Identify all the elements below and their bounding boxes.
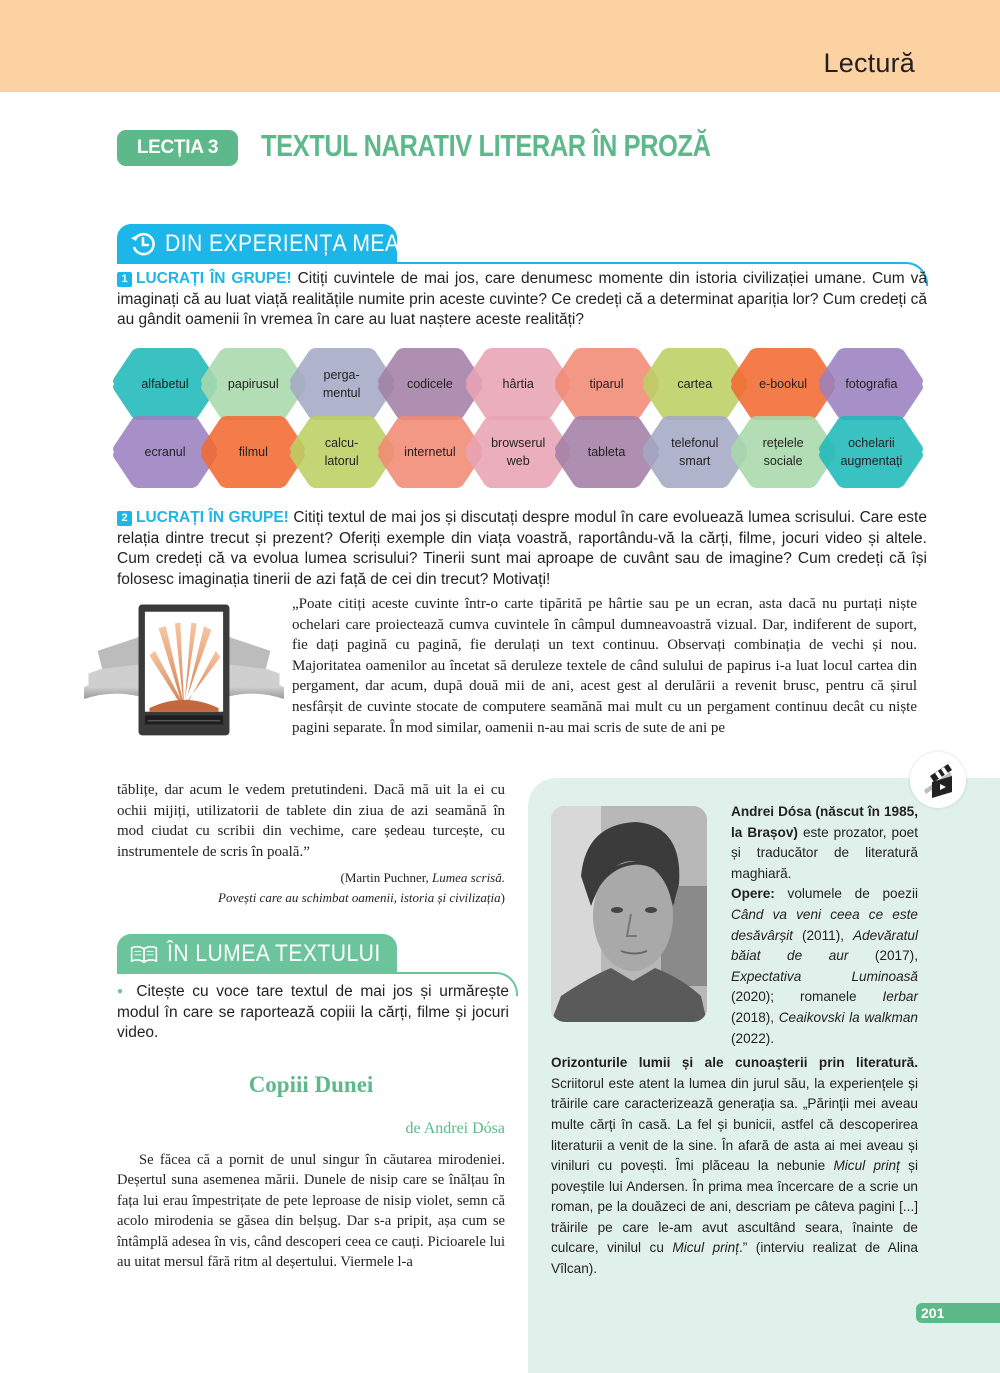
- section-title: ÎN LUMEA TEXTULUI: [167, 940, 381, 968]
- section-header-experience: [117, 224, 400, 264]
- quote-line: nu purtați niște ochelari care proiectează cumva cuvintele în câmpul dumneavoastră: [292, 596, 917, 633]
- hexagon-label: filmul: [238, 445, 268, 459]
- horizons-text: și poveștile lui Andersen. În prima mea încercare de a scrie un roman, pe la douăzeci de ani, descriam pe câteva pagini [...] trăirile pe care le-am avut ascultând seara, înainte de culcare, vinilul cu: [551, 1158, 918, 1256]
- work-year: (2011),: [792, 927, 853, 943]
- literature-horizons: [551, 1053, 918, 1280]
- story-body: Se făcea că a pornit de unul singur în căutarea mirodeniei. Deșertul suna asemenea mării. Dunele de nisip care se înălțau în fața lui erau împestrițate de pete leproase de nisip violet, semn că acolo mirodenia se găsea din belșug. Dar s-a pripit, așa cum se întâmplă adesea în vis, când descoperi ceea ce cauți. Picioarele lui au uitat mersul fără ritm al deșertului. Viermele l-a: [117, 1151, 505, 1270]
- hexagon-label: internetul: [404, 445, 456, 459]
- open-book-icon: [129, 939, 159, 969]
- hexagon-label: codicele: [406, 377, 453, 391]
- hexagon-label: papirusul: [227, 377, 279, 391]
- story-title: Copiii Dunei: [248, 1071, 374, 1097]
- quote-continuation: tăblițe, dar acum le vedem pretutindeni. Dacă mă uit la ei cu ochii mijiți, utilizatorii de tablete din ziua de azi seamănă în mod ciudat cu scribii din vechime, care ședeau turcește, cu instrumentele de scris în poală.”: [117, 782, 505, 860]
- bio-column: [551, 802, 918, 1280]
- left-column: [117, 780, 517, 1272]
- source-title: Lumea scrisă.: [432, 870, 505, 886]
- works-label: Opere:: [731, 886, 775, 902]
- quote-line: vizual. Dar, indiferent de suport, fie dați pagină cu pagină, fie derulați un text: [292, 616, 918, 654]
- horizons-text: Scriitorul este atent la lumea din jurul său, la experiențele și trăirile care caracterizează generația sa. „Părinții mei aveau multe cărți în casă. La fel și bunicii, astfel că descoperirea literaturii a venit de la sine. În afară de asta ai mei aveau și viniluri cu povești. Îmi plăceau la nebunie: [551, 1075, 918, 1174]
- horizons-heading: Orizonturile lumii și ale cunoașterii prin literatură.: [551, 1055, 918, 1071]
- bullet-icon: ●: [117, 986, 127, 998]
- hexagon-item: [816, 415, 926, 489]
- quote-line: „Poate citiți aceste cuvinte într-o carte tipărită pe hârtie sau pe un ecran, asta dacă: [292, 596, 816, 612]
- quote-source: [117, 868, 505, 908]
- hexagon-label: fotografia: [845, 377, 898, 391]
- task-keyword: LUCRAȚI ÎN GRUPE!: [136, 509, 289, 526]
- hexagon-label: cartea: [677, 377, 713, 391]
- work-title: Expectativa Luminoasă: [731, 968, 918, 984]
- hexagon-label: ochelarii augmentați: [840, 436, 903, 468]
- hexagon-label: hârtia: [502, 377, 534, 391]
- work-title: Când va veni ceea ce este desăvârșit: [731, 906, 918, 943]
- horizons-text: .” (interviu realizat de Alina Vîlcan).: [551, 1240, 918, 1277]
- history-clock-icon: [129, 229, 157, 259]
- quote-line: continuu. Observați combinația de vechi și nou. Majoritatea oamenilor au încetat: [292, 637, 917, 674]
- hexagon-label: browserul web: [491, 436, 546, 468]
- story-author: de Andrei Dósa: [405, 1119, 505, 1137]
- quote-line: că șirul nesfârșit de cuvinte stocate de computere seamănă mai mult cu un: [292, 678, 918, 715]
- hexagon-label: telefonul smart: [671, 436, 719, 468]
- bio-top: [551, 802, 918, 1049]
- task-1: [117, 269, 927, 331]
- author-bio: [731, 802, 918, 1049]
- hexagon-label: e-bookul: [759, 377, 808, 391]
- quote-line: pergament continuu decât cu niște pagini separate. În mod similar, oamenii n-au: [292, 698, 918, 736]
- hexagon-label: tableta: [587, 445, 626, 459]
- section-divider: [390, 972, 518, 996]
- work-year: (2018),: [731, 1009, 779, 1025]
- section-header-wrap: [117, 934, 519, 974]
- work-year: (2022).: [731, 1030, 775, 1046]
- task-text: Citiți textul de mai jos și discutați despre modul în care evoluează lumea scrisului. Care este relația dintre trecut și prezent? Oferiți exemple din viața voastră, raportându-vă la cărți, filme, jocuri video și altele. Cum credeți că va evolua lumea scrisului? Tinerii sunt mai aproape de cuvânt sau de imagine? Cum credeți că își folosesc imaginația tinerii de azi față de cei din trecut? Motivați!: [117, 509, 927, 588]
- task-text: Citiți cuvintele de mai jos, care denumesc momente din istoria civilizației umane. Cum vă imaginați că au luat viață realitățile numite prin aceste cuvinte? Ce credeți că a determinat apariția lor? Cum credeți că au gândit oamenii în vremea în care au luat naștere aceste realități?: [117, 270, 927, 328]
- hexagon-label: tiparul: [589, 377, 624, 391]
- source-subtitle: Povești care au schimbat oamenii, istoria și civilizația: [218, 890, 501, 906]
- section-header-text-world: [117, 934, 397, 974]
- page-number: 201: [916, 1303, 1000, 1323]
- hexagon-label: alfabetul: [141, 377, 189, 391]
- hexagon-label: ecranul: [144, 445, 186, 459]
- clapperboard-icon[interactable]: [910, 752, 966, 808]
- author-intro: este prozator, poet și traducător de literatură maghiară.: [731, 824, 918, 881]
- work-title: Ierbar: [882, 989, 918, 1005]
- task-number: 2: [117, 511, 132, 526]
- hexagon-timeline: [110, 345, 930, 495]
- work-year: (2020); romanele: [731, 989, 883, 1005]
- book-title: Micul prinț: [672, 1240, 740, 1256]
- instruction-text: Citește cu voce tare textul de mai jos și urmărește modul în care se raportează copiii la cărți, filme și jocuri video.: [117, 983, 509, 1042]
- work-title: Adevăratul băiat de aur: [731, 927, 918, 964]
- task-number: 1: [117, 272, 132, 287]
- author-name: Andrei Dósa (născut în 1985, la Brașov): [731, 804, 918, 840]
- quote-line: mai scris de sute de ani pe: [567, 719, 726, 736]
- quote-line: dar acum, după două mii de ani, acest gest al derulării a revenit brusc, pentru: [365, 678, 865, 695]
- book-title: Micul prinț: [833, 1158, 900, 1174]
- task-keyword: LUCRAȚI ÎN GRUPE!: [136, 270, 292, 287]
- hexagon-label: rețelele sociale: [762, 436, 804, 468]
- works-text: volumele de poezii: [774, 886, 918, 902]
- work-title: Ceaikovski la walkman: [778, 1009, 918, 1025]
- hexagon-item: [816, 347, 926, 421]
- section-title: DIN EXPERIENȚA MEA: [165, 230, 400, 257]
- work-year: (2017),: [848, 948, 918, 964]
- lesson-badge: LECȚIA 3: [117, 130, 238, 166]
- task-2: [117, 508, 927, 590]
- hexagon-label: calcu- latorul: [324, 436, 359, 468]
- lesson-title: TEXTUL NARATIV LITERAR ÎN PROZĂ: [261, 128, 711, 163]
- ereader-book-illustration: [84, 594, 284, 772]
- hexagon-label: perga- mentul: [322, 368, 361, 400]
- quote-block: [117, 594, 917, 772]
- source-author: (Martin Puchner,: [340, 870, 433, 886]
- quote-line: să deruleze textele de când sulului de papirus i-a luat locul cartea din pergament,: [292, 657, 917, 695]
- section-name: Lectură: [823, 48, 915, 78]
- source-close: ): [500, 890, 505, 906]
- author-photo: [551, 806, 707, 1022]
